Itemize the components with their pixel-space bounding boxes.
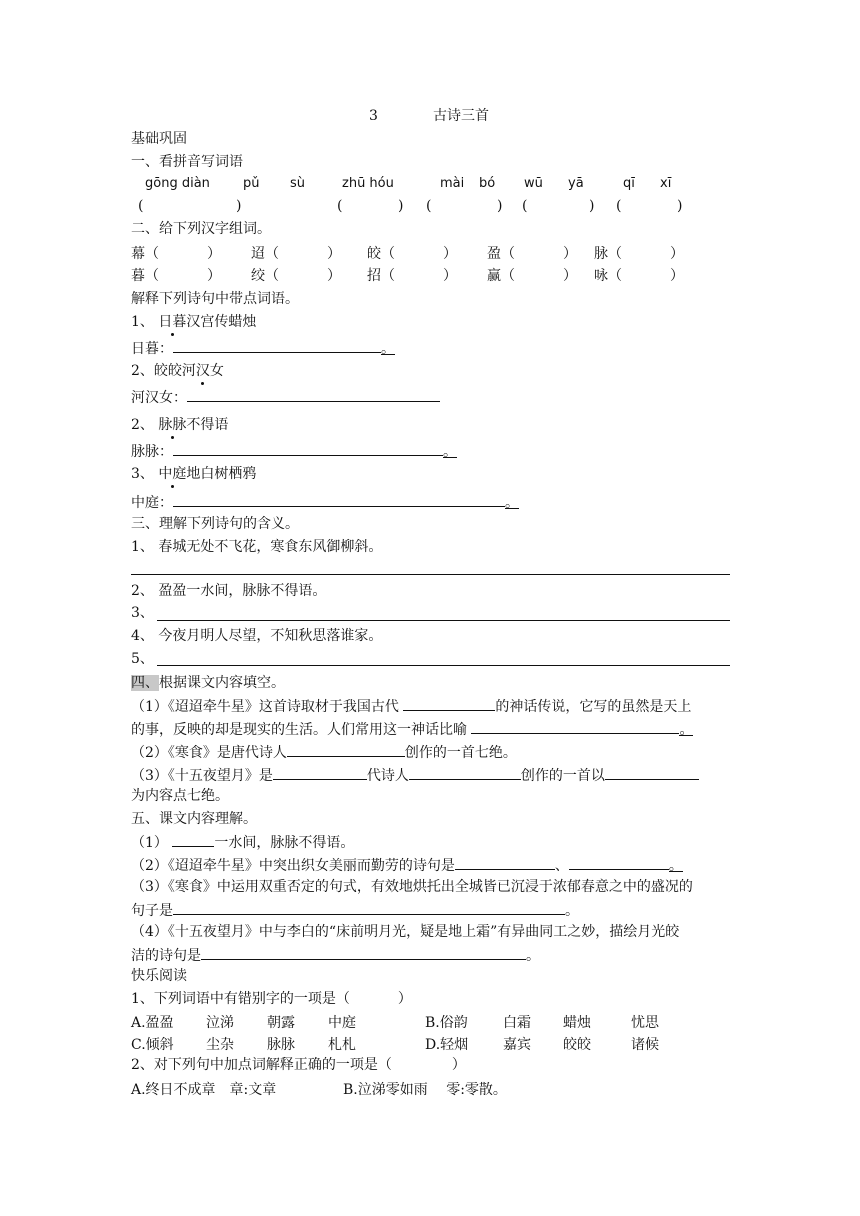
char: 幕 xyxy=(131,246,145,262)
char-cell[interactable]: 盈（ ） xyxy=(487,246,577,262)
char: 咏 xyxy=(594,268,608,284)
q2-heading: 二、给下列汉字组词。 xyxy=(131,221,271,237)
q4-item-1-cont[interactable]: 的事，反映的却是现实的生活。人们常用这一神话比喻 。 xyxy=(131,719,693,739)
option-b-word: 蜡烛 xyxy=(563,1015,591,1031)
option-d[interactable]: D.轻烟 xyxy=(425,1037,469,1053)
q5-item-1[interactable]: （1） 一水间，脉脉不得语。 xyxy=(131,832,354,852)
answer-box-5-close: ) xyxy=(677,198,683,214)
q3-item-2: 2、 盈盈一水间，脉脉不得语。 xyxy=(131,583,327,599)
pinyin-4: zhū hóu xyxy=(342,176,394,191)
char-cell[interactable]: 幕（ ） xyxy=(131,246,221,262)
q3-item-1: 1、 春城无处不飞花，寒食东风御柳斜。 xyxy=(131,539,383,555)
option-a[interactable]: A.终日不成章 章:文章 xyxy=(131,1082,277,1098)
option-c-word: 札札 xyxy=(328,1037,356,1053)
dotted-word: 中庭 xyxy=(158,466,187,482)
q5-item-2[interactable]: （2）《迢迢牵牛星》中突出织女美丽而勤劳的诗句是 、 。 xyxy=(131,855,683,875)
q4-item-3[interactable]: （3）《十五夜望月》是 代诗人 创作的一首以 xyxy=(131,765,699,785)
option-c[interactable]: C.倾斜 xyxy=(131,1037,174,1053)
answer-box-5[interactable]: ( xyxy=(616,198,622,214)
char: 赢 xyxy=(487,268,501,284)
q3-item-3: 3、 xyxy=(131,605,154,621)
answer-box-4[interactable]: ( xyxy=(522,198,528,214)
option-d-word: 诸候 xyxy=(631,1037,659,1053)
q4-item-2[interactable]: （2）《寒食》是唐代诗人 创作的一首七绝。 xyxy=(131,742,517,762)
answer-line[interactable] xyxy=(157,665,730,666)
q3-item-5: 5、 xyxy=(131,651,154,667)
q4-item-1[interactable]: （1）《迢迢牵牛星》这首诗取材于我国古代 的神话传说，它写的虽然是天上 xyxy=(131,696,691,716)
answer-line[interactable] xyxy=(131,574,730,575)
option-a[interactable]: A.盈盈 xyxy=(131,1015,174,1031)
explain-answer-1[interactable]: 日暮： 。 xyxy=(131,338,395,358)
explain-line-4: 3、 中庭地白树栖鸦 xyxy=(131,466,257,482)
option-b[interactable]: B.泣涕零如雨 零:零散。 xyxy=(343,1082,507,1098)
char: 招 xyxy=(367,268,381,284)
answer-box-2-close: ) xyxy=(398,198,404,214)
char-cell[interactable]: 皎（ ） xyxy=(367,246,457,262)
pinyin-9: qī xyxy=(623,176,635,191)
page-title: 古诗三首 xyxy=(433,108,489,124)
explain-answer-2[interactable]: 河汉女： xyxy=(131,387,440,407)
q5-item-4: （4）《十五夜望月》中与李白的“床前明月光，疑是地上霜”有异曲同工之妙，描绘月光皎 xyxy=(131,924,680,940)
option-b-word: 白霜 xyxy=(503,1015,531,1031)
q4-heading-number: 四、 xyxy=(131,675,159,691)
dotted-word: 河汉女 xyxy=(181,363,224,379)
option-c-word: 脉脉 xyxy=(267,1037,295,1053)
char: 皎 xyxy=(367,246,381,262)
section-reading: 快乐阅读 xyxy=(131,968,187,984)
pinyin-6: bó xyxy=(479,176,496,191)
option-d-word: 嘉宾 xyxy=(503,1037,531,1053)
char: 迢 xyxy=(251,246,265,262)
char-cell[interactable]: 迢（ ） xyxy=(251,246,341,262)
option-a-word: 朝露 xyxy=(267,1015,295,1031)
char-cell[interactable]: 暮（ ） xyxy=(131,268,221,284)
char: 绞 xyxy=(251,268,265,284)
lesson-number: 3 xyxy=(369,108,378,124)
char: 脉 xyxy=(594,246,608,262)
reading-q2: 2、对下列句中加点词解释正确的一项是（ ） xyxy=(131,1057,466,1073)
char: 暮 xyxy=(131,268,145,284)
q5-heading: 五、课文内容理解。 xyxy=(131,811,257,827)
pinyin-10: xī xyxy=(660,176,672,191)
option-a-word: 中庭 xyxy=(328,1015,356,1031)
reading-q1: 1、下列词语中有错别字的一项是（ ） xyxy=(131,991,412,1007)
char-cell[interactable]: 脉（ ） xyxy=(594,246,684,262)
q3-item-4: 4、 今夜月明人尽望，不知秋思落谁家。 xyxy=(131,628,383,644)
dotted-word: 日暮 xyxy=(158,314,187,330)
answer-box-4-close: ) xyxy=(589,198,595,214)
explain-heading: 解释下列诗句中带点词语。 xyxy=(131,291,299,307)
answer-box-1[interactable]: ( xyxy=(138,198,144,214)
char: 盈 xyxy=(487,246,501,262)
option-b[interactable]: B.俗韵 xyxy=(425,1015,468,1031)
dotted-word: 脉脉 xyxy=(158,417,187,433)
pinyin-5: mài xyxy=(440,176,465,191)
option-b-word: 忧思 xyxy=(631,1015,659,1031)
option-a-word: 泣涕 xyxy=(206,1015,234,1031)
pinyin-7: wū xyxy=(524,176,543,191)
option-c-word: 尘杂 xyxy=(206,1037,234,1053)
answer-line[interactable] xyxy=(157,620,730,621)
pinyin-3: sù xyxy=(290,176,306,191)
pinyin-2: pǔ xyxy=(243,176,260,191)
q5-item-3-cont[interactable]: 句子是 。 xyxy=(131,900,579,920)
answer-box-3[interactable]: ( xyxy=(426,198,432,214)
q5-item-4-cont[interactable]: 洁的诗句是 。 xyxy=(131,945,540,965)
char-cell[interactable]: 招（ ） xyxy=(367,268,457,284)
answer-box-3-close: ) xyxy=(497,198,503,214)
explain-line-1: 1、 日暮汉宫传蜡烛 xyxy=(131,314,257,330)
explain-line-3: 2、 脉脉不得语 xyxy=(131,417,229,433)
option-d-word: 皎皎 xyxy=(563,1037,591,1053)
explain-answer-4[interactable]: 中庭： 。 xyxy=(131,492,519,512)
pinyin-8: yā xyxy=(568,176,584,191)
q4-heading: 四、根据课文内容填空。 xyxy=(131,675,285,691)
q1-heading: 一、看拼音写词语 xyxy=(131,154,243,170)
q4-item-3-cont: 为内容点七绝。 xyxy=(131,788,229,804)
answer-box-2[interactable]: ( xyxy=(337,198,343,214)
q3-heading: 三、理解下列诗句的含义。 xyxy=(131,516,299,532)
section-basic: 基础巩固 xyxy=(131,131,187,147)
pinyin-1: gōng diàn xyxy=(145,176,210,191)
char-cell[interactable]: 赢（ ） xyxy=(487,268,577,284)
q5-item-3: （3）《寒食》中运用双重否定的句式，有效地烘托出全城皆已沉浸于浓郁春意之中的盛况的 xyxy=(131,879,693,895)
answer-box-1-close: ) xyxy=(236,198,242,214)
explain-line-2: 2、皎皎河汉女 xyxy=(131,363,224,379)
char-cell[interactable]: 咏（ ） xyxy=(594,268,684,284)
char-cell[interactable]: 绞（ ） xyxy=(251,268,341,284)
explain-answer-3[interactable]: 脉脉： 。 xyxy=(131,441,457,461)
